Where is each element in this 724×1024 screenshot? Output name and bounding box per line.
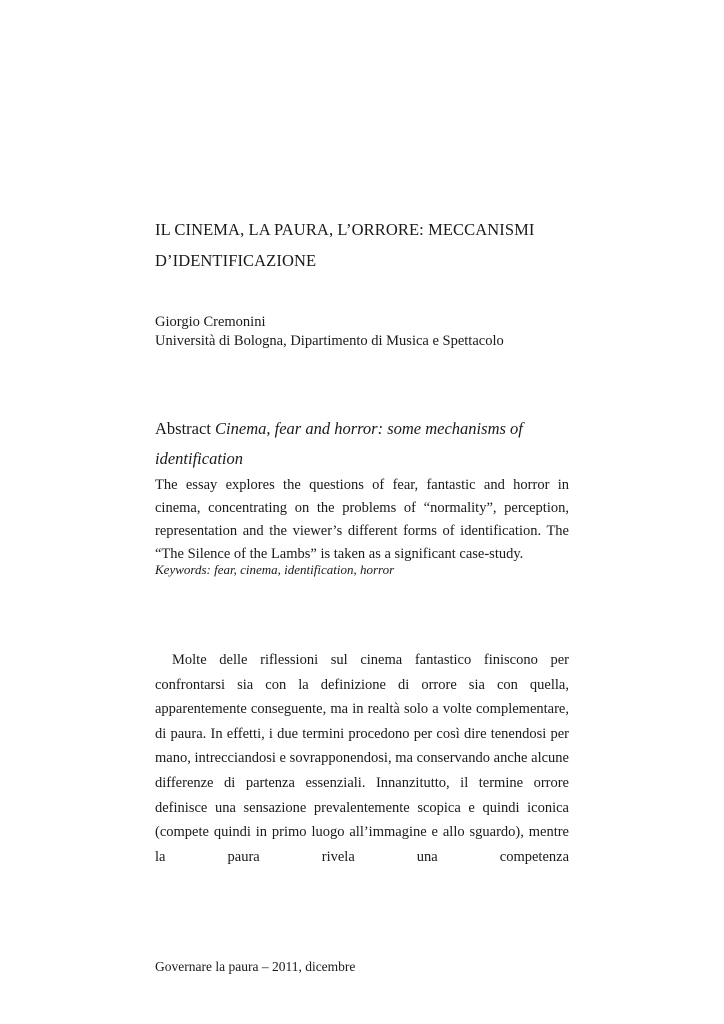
paper-title: IL CINEMA, LA PAURA, L’ORRORE: MECCANISMI D’IDENTIFICAZIONE	[155, 220, 535, 270]
author-affiliation: Università di Bologna, Dipartimento di Musica e Spettacolo	[155, 333, 504, 349]
keywords: Keywords: fear, cinema, identification, horror	[155, 562, 395, 577]
author-name: Giorgio Cremonini	[155, 314, 266, 330]
body-paragraph: Molte delle riflessioni sul cinema fantastico finiscono per confrontarsi sia con la definizione di orrore sia con quella, apparentemente conseguente, ma in realtà solo a volte complementare, di paura. In effetti, i due termini procedono per così dire tenendosi per mano, intrecciandosi e sovrapponendosi, ma conservando anche alcune differenze di partenza essenziali. Innanzitutto, il termine orrore definisce una sensazione prevalentemente scopica e quindi iconica (compete quindi in primo luogo all’immagine e allo sguardo), mentre la paura rivela una competenza	[155, 652, 569, 865]
page-footer: Governare la paura – 2011, dicembre	[155, 959, 356, 974]
abstract-text: The essay explores the questions of fear, fantastic and horror in cinema, concentrating on the problems of “normality”, perception, representation and the viewer’s different forms of identification. The “The Silence of the Lambs” is taken as a significant case-study.	[155, 477, 569, 562]
abstract-title: Cinema, fear and horror: some mechanisms of identification	[155, 419, 523, 468]
abstract-label: Abstract	[155, 419, 211, 438]
abstract-heading	[155, 414, 575, 474]
author-block	[155, 313, 575, 351]
